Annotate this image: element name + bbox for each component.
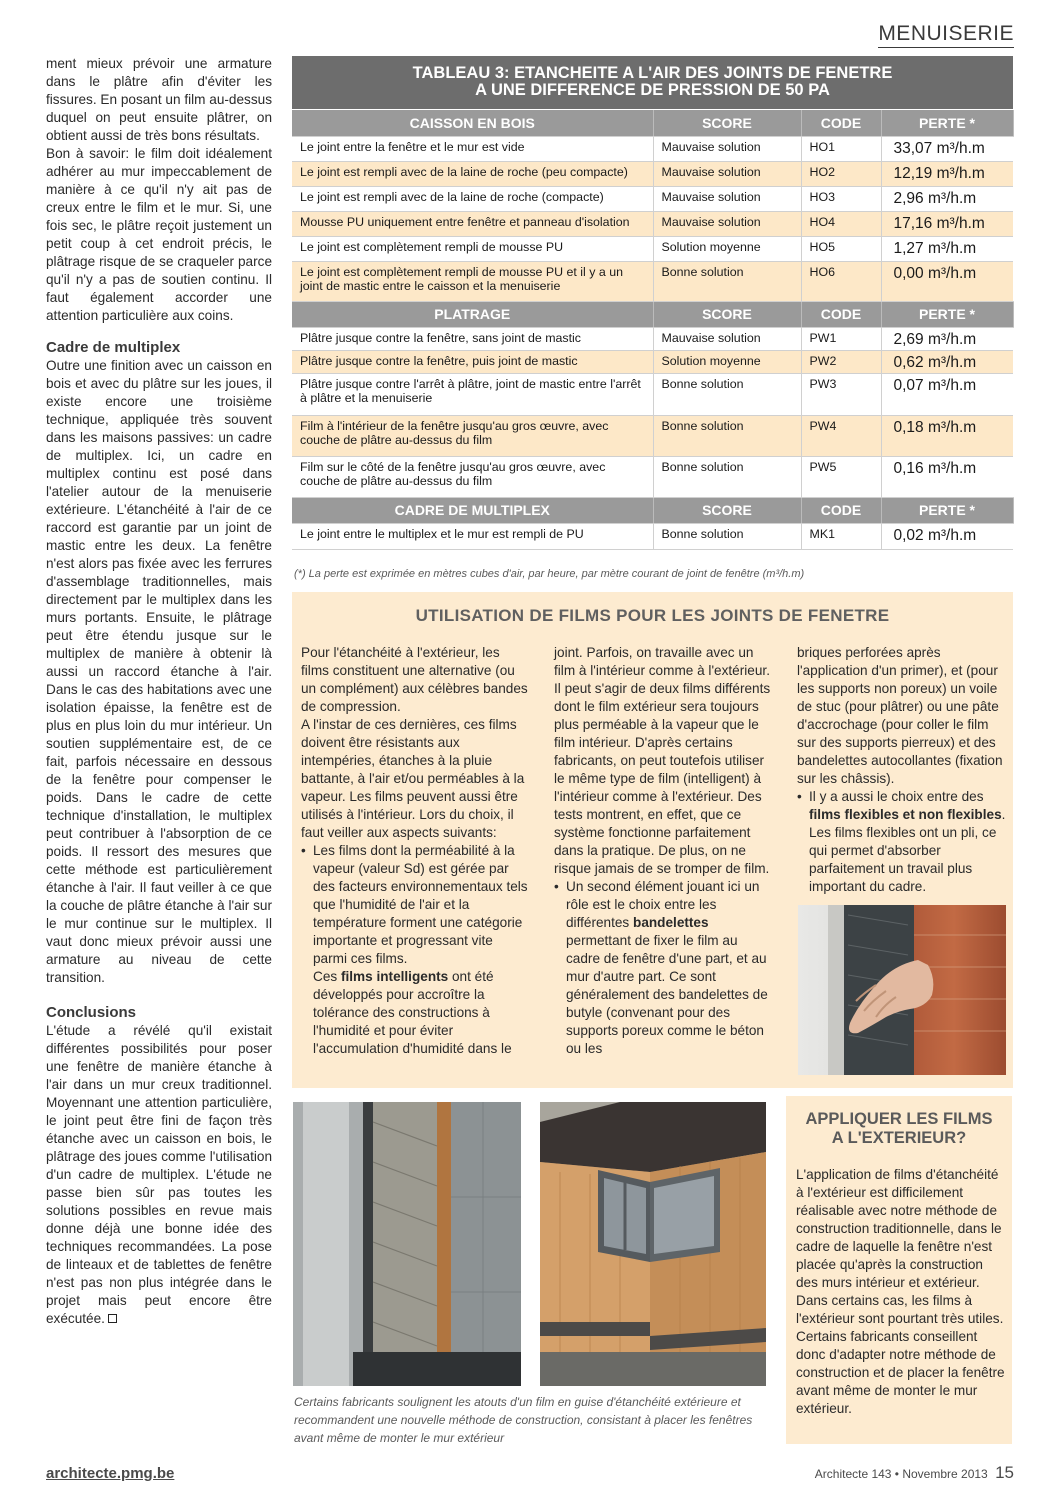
- cell-score: Mauvaise solution: [653, 136, 801, 161]
- table-title-line2: A UNE DIFFERENCE DE PRESSION DE 50 PA: [475, 81, 830, 99]
- table-row: [292, 327, 1013, 350]
- cell-score: Solution moyenne: [653, 236, 801, 261]
- table-row: [292, 236, 1013, 261]
- cell-score: Mauvaise solution: [653, 211, 801, 236]
- term-strips: bandelettes: [633, 915, 709, 930]
- table-title: [292, 56, 1013, 109]
- paragraph: ment mieux prévoir une armature dans le plâtre afin d'éviter les fissures. En posant un film au-dessus duquel on peut ensuite plâtrer, on obtient aussi de très bons résultats.: [46, 56, 272, 143]
- cell-description: Le joint est complètement rempli de mousse PU: [292, 236, 653, 261]
- paragraph: Outre une finition avec un caisson en bois et avec du plâtre sur les joues, il existe encore une troisième technique, appliquée très souvent dans les maisons passives: un cadre de multiplex. Ici, un cadre en multiplex continu est posé dans l'atelier autour de la menuiserie extérieure. L'étanchéité à l'air de ce raccord est garantie par un joint de mastic entre les deux. La fenêtre n'est alors pas fixée avec les ferrures d'assemblage traditionnelles, mais directement par le multiplex dans les murs portants. Ensuite, le plâtrage peut être étendu jusque sur le multiplex de manière à obtenir là aussi un raccord étanche à l'air. Dans le cas des habitations avec une isolation épaisse, la fenêtre est de plus en plus loin du mur intérieur. Un soutien supplémentaire est, de ce fait, parfois nécessaire en dessous de la fenêtre pour compenser le poids. Dans le cadre de cette technique d'installation, le multiplex peut contribuer à l'absorption de ce poids. Il ressort des mesures que cette méthode est particulièrement étanche à l'air. Il faut veiller à ce que la couche de plâtre étanche à l'air sur le mur continue sur le multiplex. Il vaut donc mieux prévoir aussi une armature au niveau de cette transition.: [46, 358, 272, 985]
- heading-line: APPLIQUER LES FILMS: [805, 1110, 993, 1128]
- table-footnote: (*) La perte est exprimée en mètres cubes d'air, par heure, par mètre courant de joint de fenêtre (m³/h.m): [294, 568, 805, 580]
- cell-description: Plâtre jusque contre l'arrêt à plâtre, joint de mastic entre l'arrêt à plâtre et la menuiserie: [292, 373, 653, 415]
- website-link[interactable]: architecte.pmg.be: [46, 1465, 175, 1482]
- column-header-score: SCORE: [653, 497, 801, 523]
- table-section-header: [292, 110, 1013, 136]
- bullet-item: [797, 788, 1007, 896]
- bullet-item: • Les films dont la perméabilité à la vapeur (valeur Sd) est gérée par des facteurs environnementaux tels que l'humidité de l'air et la température forment une catégorie importante et progressant vite parmi ces films.: [301, 842, 528, 968]
- hand-photo-illustration: [798, 905, 1006, 1075]
- table-section-header: [292, 301, 1013, 327]
- text: Un second élément jouant ici un rôle est le choix entre les différentes: [566, 879, 760, 930]
- house-corner-illustration: [540, 1102, 766, 1386]
- cell-score: Bonne solution: [653, 415, 801, 456]
- column-header-code: CODE: [801, 497, 881, 523]
- window-film-illustration: [293, 1102, 521, 1386]
- cell-score: Bonne solution: [653, 261, 801, 301]
- films-heading: UTILISATION DE FILMS POUR LES JOINTS DE FENETRE: [415, 606, 890, 625]
- table-row: [292, 523, 1013, 549]
- text: Il y a aussi le choix entre des: [809, 789, 984, 804]
- cell-code: HO6: [801, 261, 881, 301]
- photo-hand-applying-film: [798, 905, 1006, 1075]
- films-sidebar: [292, 592, 1013, 1088]
- paragraph: Pour l'étanchéité à l'extérieur, les films constituent une alternative (ou un complément) aux célèbres bandes de compression.: [301, 645, 528, 714]
- cell-code: PW5: [801, 456, 881, 497]
- cell-score: Solution moyenne: [653, 350, 801, 373]
- left-column: [46, 55, 272, 1328]
- cell-loss: 0,07 m³/h.m: [881, 373, 1013, 415]
- paragraph-conclusions: [46, 1022, 272, 1328]
- cell-code: PW1: [801, 327, 881, 350]
- text: Ces: [313, 969, 341, 984]
- column-header-score: SCORE: [653, 110, 801, 136]
- cell-code: PW4: [801, 415, 881, 456]
- table-section-header: [292, 497, 1013, 523]
- table-row: [292, 373, 1013, 415]
- cell-score: Mauvaise solution: [653, 186, 801, 211]
- column-header-score: SCORE: [653, 301, 801, 327]
- table-row: [292, 211, 1013, 236]
- table-row: [292, 415, 1013, 456]
- end-of-article-icon: [108, 1314, 117, 1323]
- table-title-line1: TABLEAU 3: ETANCHEITE A L'AIR DES JOINTS DE FENETRE: [412, 64, 893, 82]
- cell-score: Bonne solution: [653, 373, 801, 415]
- cell-description: Le joint est rempli avec de la laine de roche (compacte): [292, 186, 653, 211]
- paragraph: [301, 968, 528, 1058]
- page-number: 15: [995, 1463, 1014, 1482]
- cell-score: Mauvaise solution: [653, 327, 801, 350]
- section-name: PLATRAGE: [292, 301, 653, 327]
- table-row: [292, 136, 1013, 161]
- table-row: [292, 456, 1013, 497]
- cell-description: Le joint entre le multiplex et le mur est rempli de PU: [292, 523, 653, 549]
- cell-code: HO3: [801, 186, 881, 211]
- column-header-code: CODE: [801, 301, 881, 327]
- films-column-1: [301, 644, 528, 1058]
- paragraph: briques perforées après l'application d'un primer), et (pour les supports non poreux) un voile de stuc (pour plâtrer) ou une pâte d'accrochage (pour coller le film sur des supports pierreux) et des bandelettes autocollantes (fixation sur les châssis).: [797, 645, 1003, 786]
- cell-score: Bonne solution: [653, 523, 801, 549]
- cell-loss: 0,16 m³/h.m: [881, 456, 1013, 497]
- airtightness-table: [292, 110, 1014, 550]
- subheading-conclusions: Conclusions: [46, 1004, 137, 1021]
- term-smart-films: films intelligents: [340, 969, 449, 984]
- cell-code: PW3: [801, 373, 881, 415]
- cell-description: Film à l'intérieur de la fenêtre jusqu'au gros œuvre, avec couche de plâtre au-dessus du film: [292, 415, 653, 456]
- table-row: [292, 161, 1013, 186]
- cell-description: Le joint entre la fenêtre et le mur est vide: [292, 136, 653, 161]
- text: permettant de fixer le film au cadre de fenêtre d'une part, et au mur d'autre part. Ce sont généralement des bandelettes de butyle (convenant pour des supports poreux comme le béton ou les: [566, 933, 768, 1056]
- issue-label: Architecte 143 • Novembre 2013: [814, 1467, 988, 1481]
- exterior-films-body: L'application de films d'étanchéité à l'extérieur est difficilement réalisable avec notre méthode de construction traditionnelle, dans le cadre de laquelle la fenêtre n'est placée qu'après la construction des murs intérieur et extérieur. Dans certains cas, les films à l'extérieur sont pourtant très utiles. Certains fabricants conseillent donc d'adapter notre méthode de construction et de placer la fenêtre avant même de monter le mur extérieur.: [796, 1167, 1005, 1416]
- bullet-item: [554, 878, 774, 1058]
- subheading-multiplex: Cadre de multiplex: [46, 339, 181, 356]
- photo-window-frame-film: [293, 1102, 521, 1386]
- cell-description: Film sur le côté de la fenêtre jusqu'au gros œuvre, avec couche de plâtre au-dessus du film: [292, 456, 653, 497]
- cell-score: Bonne solution: [653, 456, 801, 497]
- paragraph: joint. Parfois, on travaille avec un film à l'intérieur comme à l'extérieur. Il peut s'agir de deux films différents dont le film extérieur sera toujours plus perméable à la vapeur que le film intérieur. D'après certains fabricants, on peut toutefois utiliser le même type de film (intelligent) à l'intérieur comme à l'extérieur. Des tests montrent, en effet, que ce système fonctionne parfaitement dans la pratique. De plus, on ne risque jamais de se tromper de film.: [554, 645, 771, 876]
- cell-loss: 0,18 m³/h.m: [881, 415, 1013, 456]
- heading-line: A L'EXTERIEUR?: [831, 1129, 967, 1147]
- table-row: [292, 261, 1013, 301]
- cell-description: Le joint est complètement rempli de mousse PU et il y a un joint de mastic entre le caisson et la menuiserie: [292, 261, 653, 301]
- cell-loss: 1,27 m³/h.m: [881, 236, 1013, 261]
- cell-loss: 33,07 m³/h.m: [881, 136, 1013, 161]
- cell-loss: 2,96 m³/h.m: [881, 186, 1013, 211]
- cell-description: Plâtre jusque contre la fenêtre, sans joint de mastic: [292, 327, 653, 350]
- table-row: [292, 350, 1013, 373]
- table-row: [292, 186, 1013, 211]
- conclusions-text: L'étude a révélé qu'il existait différentes possibilités pour poser une fenêtre de manière étanche à l'air dans un mur creux traditionnel. Moyennant une attention particulière, le joint peut être fini de façon très étanche avec un caisson en bois, le plâtrage des joues comme l'utilisation d'un cadre de multiplex. L'étude ne passe bien sûr pas toutes les solutions possibles en revue mais donne déjà une bonne idée des techniques recommandées. La pose de linteaux et de tablettes de fenêtre n'est pas non plus intégrée dans le projet mais peut encore être exécutée.: [46, 1023, 272, 1326]
- issue-info: [815, 1463, 1014, 1483]
- cell-loss: 2,69 m³/h.m: [881, 327, 1013, 350]
- cell-loss: 0,62 m³/h.m: [881, 350, 1013, 373]
- paragraph: Bon à savoir: le film doit idéalement adhérer au mur impeccablement de manière à ce qu'il n'y ait pas de creux entre le film et le mur. Si, une fois sec, le plâtre reçoit justement un petit coup à cet endroit précis, le plâtrage risque de se craqueler parce qu'il n'y a pas de soutien continu. Il faut également accorder une attention particulière aux coins.: [46, 146, 272, 323]
- section-name: CAISSON EN BOIS: [292, 110, 653, 136]
- cell-loss: 17,16 m³/h.m: [881, 211, 1013, 236]
- cell-loss: 0,00 m³/h.m: [881, 261, 1013, 301]
- exterior-films-box: [786, 1096, 1012, 1444]
- cell-code: PW2: [801, 350, 881, 373]
- text: ont été développés pour accroître la tolérance des constructions à l'humidité et pour éviter l'accumulation d'humidité dans le: [313, 969, 512, 1056]
- cell-code: MK1: [801, 523, 881, 549]
- exterior-films-heading: [786, 1110, 1012, 1148]
- paragraph: A l'instar de ces dernières, ces films doivent être résistants aux intempéries, étanches à la pluie battante, à l'air et/ou perméables à la vapeur. Les films peuvent aussi être utilisés à l'intérieur. Lors du choix, il faut veiller aux aspects suivants:: [301, 717, 525, 840]
- column-header-loss: PERTE *: [881, 110, 1013, 136]
- column-header-code: CODE: [801, 110, 881, 136]
- cell-score: Mauvaise solution: [653, 161, 801, 186]
- cell-loss: 12,19 m³/h.m: [881, 161, 1013, 186]
- cell-code: HO5: [801, 236, 881, 261]
- cell-code: HO4: [801, 211, 881, 236]
- column-header-loss: PERTE *: [881, 301, 1013, 327]
- cell-loss: 0,02 m³/h.m: [881, 523, 1013, 549]
- column-header-loss: PERTE *: [881, 497, 1013, 523]
- films-column-3: [797, 644, 1007, 896]
- cell-code: HO2: [801, 161, 881, 186]
- cell-code: HO1: [801, 136, 881, 161]
- cell-description: Mousse PU uniquement entre fenêtre et panneau d'isolation: [292, 211, 653, 236]
- photo-house-corner-windows: [540, 1102, 766, 1386]
- section-title: MENUISERIE: [878, 22, 1014, 48]
- cell-description: Plâtre jusque contre la fenêtre, puis joint de mastic: [292, 350, 653, 373]
- cell-description: Le joint est rempli avec de la laine de roche (peu compacte): [292, 161, 653, 186]
- term-flexible-films: films flexibles et non flexibles: [809, 807, 1002, 822]
- films-column-2: [554, 644, 774, 1058]
- text: . Les films flexibles ont un pli, ce qui permet d'absorber parfaitement un travail plus important du cadre.: [809, 807, 1006, 894]
- section-name: CADRE DE MULTIPLEX: [292, 497, 653, 523]
- photo-caption: Certains fabricants soulignent les atouts d'un film en guise d'étanchéité extérieure et recommandent une nouvelle méthode de construction, consistant à placer les fenêtres avant même de monter le mur extérieur: [294, 1395, 753, 1445]
